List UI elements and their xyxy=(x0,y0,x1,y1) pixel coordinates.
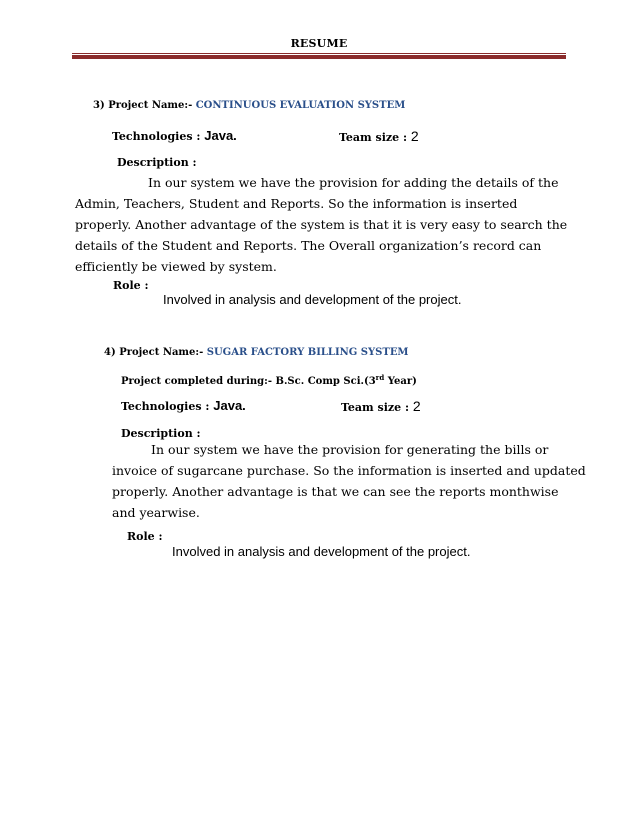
project-4-role: Involved in analysis and development of the project. xyxy=(172,544,471,559)
description-line: details of the Student and Reports. The Overall organization’s record can xyxy=(75,238,542,253)
project-4-team-size-value: 2 xyxy=(412,398,421,414)
project-3-team-size xyxy=(339,128,419,144)
description-line: invoice of sugarcane purchase. So the information is inserted and updated xyxy=(112,463,586,478)
project-3-description-label: Description : xyxy=(117,156,197,169)
project-4-technologies-value: Java. xyxy=(213,398,246,413)
project-3-name-label: Project Name:- xyxy=(108,100,193,111)
project-4-description-label: Description : xyxy=(121,427,201,440)
project-4-completed-suffix: Year) xyxy=(387,376,417,387)
project-3-role: Involved in analysis and development of the project. xyxy=(163,292,462,307)
project-4-name-label: Project Name:- xyxy=(119,347,204,358)
project-4-number: 4) xyxy=(104,347,116,358)
project-4-team-size-label: Team size : xyxy=(341,401,410,414)
project-3-name: CONTINUOUS EVALUATION SYSTEM xyxy=(195,100,406,111)
description-line: efficiently be viewed by system. xyxy=(75,259,277,274)
project-4-role-label: Role : xyxy=(127,530,163,543)
project-4-completed-label: Project completed during:- xyxy=(121,376,273,387)
project-3-team-size-label: Team size : xyxy=(339,131,408,144)
header-rule-thin xyxy=(72,53,566,54)
description-line: Admin, Teachers, Student and Reports. So the information is inserted xyxy=(75,196,518,211)
project-4-heading xyxy=(104,347,409,358)
project-4-team-size xyxy=(341,398,421,414)
project-3-technologies-label: Technologies : xyxy=(112,130,201,143)
project-3-team-size-value: 2 xyxy=(410,128,419,144)
description-line: In our system we have the provision for generating the bills or xyxy=(151,442,549,457)
page-header-title: RESUME xyxy=(290,37,348,50)
project-3-number: 3) xyxy=(93,100,105,111)
project-3-description xyxy=(75,172,567,277)
description-line: and yearwise. xyxy=(112,505,200,520)
project-4-technologies xyxy=(121,398,246,413)
project-4-name: SUGAR FACTORY BILLING SYSTEM xyxy=(206,347,409,358)
description-line: In our system we have the provision for adding the details of the xyxy=(148,175,559,190)
project-4-completed-sup: rd xyxy=(375,373,385,382)
project-3-technologies xyxy=(112,128,237,143)
header-rule-thick xyxy=(72,55,566,59)
project-3-heading xyxy=(93,100,405,111)
description-line: properly. Another advantage of the system is that it is very easy to search the xyxy=(75,217,568,232)
project-4-completed-value: B.Sc. Comp Sci.(3 xyxy=(275,376,376,387)
project-4-completed xyxy=(121,373,417,387)
description-line: properly. Another advantage is that we can see the reports monthwise xyxy=(112,484,559,499)
project-4-description xyxy=(112,439,586,523)
project-4-technologies-label: Technologies : xyxy=(121,400,210,413)
project-3-role-label: Role : xyxy=(113,279,149,292)
project-3-technologies-value: Java. xyxy=(204,128,237,143)
